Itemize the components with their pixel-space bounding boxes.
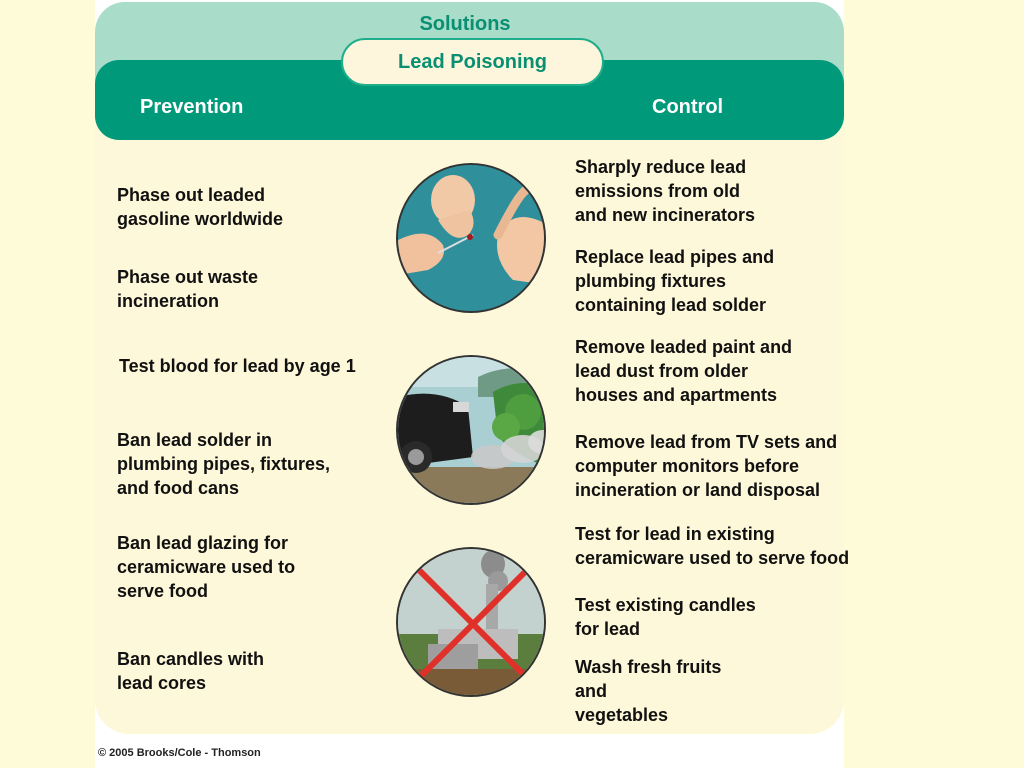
incinerator-crossed-icon (398, 549, 546, 697)
control-item: Remove lead from TV sets and computer monitors before incineration or land disposal (575, 432, 838, 500)
prevention-item: Test blood for lead by age 1 (119, 356, 356, 376)
prevention-item: Ban lead glazing for ceramicware used to serve food (117, 533, 296, 601)
prevention-item: Ban lead solder in plumbing pipes, fixtures, and food cans (117, 430, 331, 498)
control-item: Replace lead pipes and plumbing fixtures containing lead solder (575, 247, 775, 315)
car-exhaust-illustration (396, 355, 546, 505)
car-exhaust-icon (398, 357, 546, 505)
hands-icon (398, 165, 546, 313)
prevention-item: Phase out waste incineration (117, 267, 259, 311)
control-item: Test for lead in existing ceramicware used to serve food (575, 524, 850, 568)
control-heading: Control (652, 96, 724, 118)
copyright-notice: © 2005 Brooks/Cole - Thomson (98, 747, 261, 759)
prevention-heading: Prevention (140, 96, 244, 118)
solutions-title: Solutions (419, 13, 511, 35)
prevention-item: Ban candles with lead cores (117, 649, 265, 693)
control-item: Remove leaded paint and lead dust from older houses and apartments (575, 337, 793, 405)
prevention-item: Phase out leaded gasoline worldwide (117, 185, 284, 229)
control-item: Sharply reduce lead emissions from old and new incinerators (575, 157, 756, 225)
blood-test-illustration (396, 163, 546, 313)
topic-pill: Lead Poisoning (341, 38, 604, 86)
crossed-out-incinerator-illustration (396, 547, 546, 697)
control-item: Test existing candles for lead (575, 595, 756, 639)
control-item: Wash fresh fruits and vegetables (575, 657, 722, 725)
